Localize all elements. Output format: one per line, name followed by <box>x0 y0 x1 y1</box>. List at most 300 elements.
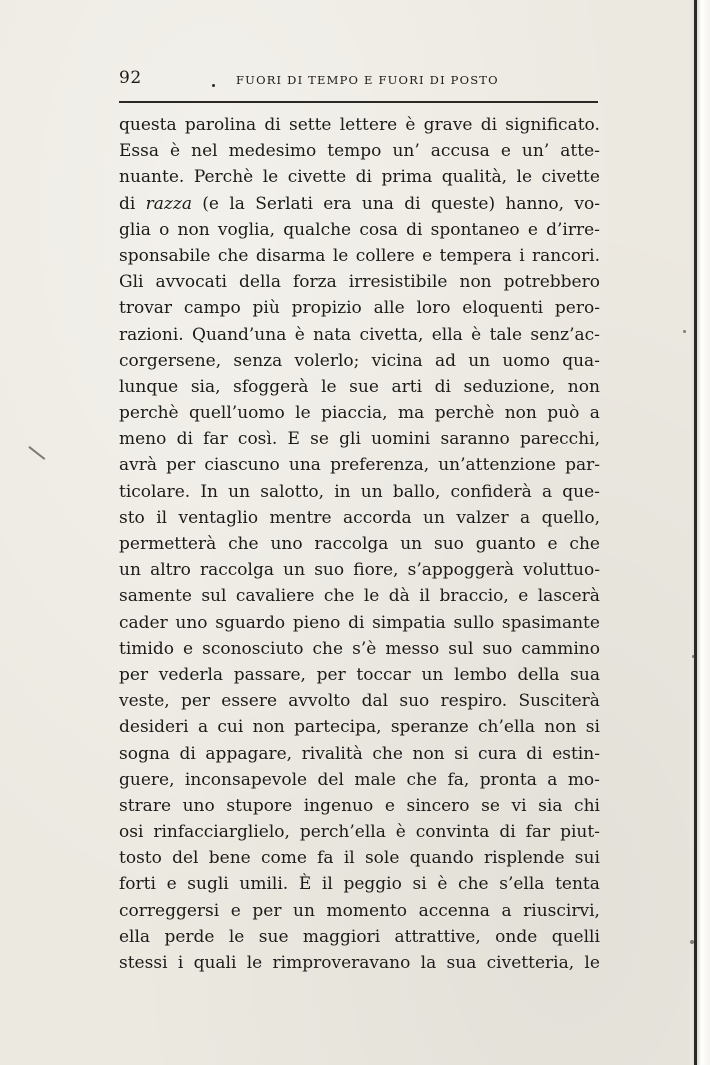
paper-speck <box>690 940 694 944</box>
word: collere <box>355 245 415 266</box>
text-line <box>119 898 600 924</box>
word: vederla <box>158 664 224 685</box>
word: meno <box>119 429 167 450</box>
word: civetta, <box>359 324 424 345</box>
word: senz’ac- <box>530 324 600 345</box>
text-line <box>119 295 600 321</box>
word: le <box>584 953 600 973</box>
word: suo <box>482 638 513 659</box>
page-number: 92 <box>119 68 142 88</box>
word: queste) <box>430 193 496 214</box>
word: non <box>252 717 285 738</box>
word: il <box>419 586 431 607</box>
word: vo- <box>574 193 600 214</box>
word: fa <box>317 848 334 869</box>
word: spasimante <box>501 612 600 633</box>
word: piut- <box>560 822 600 843</box>
binding-shadow-line <box>694 0 697 1065</box>
text-line <box>119 662 600 688</box>
word: strare <box>119 795 172 816</box>
word: e <box>527 219 538 240</box>
word: accorda <box>343 507 412 528</box>
word: medesimo <box>228 141 317 162</box>
word: saranno <box>440 429 510 450</box>
word: pero- <box>554 298 600 319</box>
text-line <box>119 767 600 793</box>
word: è <box>471 324 482 345</box>
word: questa <box>119 115 177 135</box>
word: confiderà <box>450 481 532 502</box>
text-line <box>119 531 600 557</box>
word: un’attenzione <box>438 455 556 476</box>
word: a <box>197 717 209 738</box>
word: estin- <box>552 743 600 764</box>
word: significato. <box>505 115 600 135</box>
word: non <box>504 403 537 424</box>
word: ingenuo <box>303 795 374 816</box>
word: quali <box>193 953 237 973</box>
word: di <box>526 743 543 764</box>
word: avrà <box>119 455 158 476</box>
word: que- <box>562 481 600 502</box>
text-line <box>119 950 600 976</box>
word: che <box>217 245 249 266</box>
word: sette <box>288 115 332 135</box>
word: sul <box>201 586 227 607</box>
word: essere <box>221 691 278 712</box>
word: in <box>334 481 351 502</box>
word: preferenza, <box>330 455 430 476</box>
word: uno <box>175 612 208 633</box>
word: razioni. <box>119 324 184 345</box>
word: a <box>520 507 531 528</box>
word: raccolga <box>314 534 389 554</box>
word: rinfacciarglielo, <box>153 822 290 843</box>
running-head-dot <box>212 84 215 87</box>
word: uno <box>182 795 215 816</box>
word: di <box>434 376 451 397</box>
word: s’ella <box>499 874 545 895</box>
word: si <box>454 743 469 764</box>
word: così. <box>237 429 278 450</box>
word: le <box>246 953 263 973</box>
word: ticolare. <box>119 481 191 502</box>
word: qua- <box>562 350 600 371</box>
word: mentre <box>269 507 332 528</box>
word: sponsabile <box>119 245 211 266</box>
text-line <box>119 924 600 950</box>
word: è <box>437 874 448 895</box>
word: nel <box>191 141 218 162</box>
word: e <box>547 534 558 554</box>
word: perchè <box>119 403 179 424</box>
word: Essa <box>119 141 159 162</box>
text-line <box>119 557 600 583</box>
word: perch’ella <box>299 822 386 843</box>
word: di <box>264 115 281 135</box>
word: guanto <box>475 534 536 554</box>
word: a <box>501 900 512 921</box>
word: la <box>229 193 245 214</box>
word: per <box>252 900 282 921</box>
word: che <box>406 769 438 790</box>
word: non <box>412 743 445 764</box>
word: stessi <box>119 953 168 973</box>
word: che <box>323 586 355 607</box>
word: tempera <box>439 245 512 266</box>
word: avvocati <box>155 272 227 293</box>
word: sfoggerà <box>233 376 309 397</box>
word: valzer <box>456 507 509 528</box>
word: suo <box>433 534 464 554</box>
word: di <box>348 612 365 633</box>
text-line <box>119 871 600 897</box>
text-line <box>119 583 600 609</box>
word: piaccia, <box>321 403 388 424</box>
word: tempo <box>327 141 382 162</box>
word: i <box>519 245 525 266</box>
word: voglia, <box>217 219 275 240</box>
word: raccolga <box>199 560 274 581</box>
word: un <box>421 664 444 685</box>
word: le <box>363 586 380 607</box>
word: tenta <box>555 874 600 895</box>
word: un’ <box>392 141 420 162</box>
word: sue <box>349 376 379 397</box>
word: di <box>176 429 193 450</box>
word: ella <box>119 926 151 947</box>
word: braccio, <box>439 586 509 607</box>
word: e <box>422 245 433 266</box>
word: perchè <box>434 403 495 424</box>
text-line <box>119 191 600 217</box>
word: a <box>541 481 553 502</box>
word: tosto <box>119 848 162 869</box>
word: ciascuno <box>204 455 280 476</box>
word: parolina <box>184 115 257 135</box>
word: sui <box>574 848 600 869</box>
word: alle <box>373 298 405 319</box>
word: se <box>481 795 500 816</box>
word: le <box>321 376 337 397</box>
word: samente <box>119 586 192 607</box>
word: razza <box>145 193 192 214</box>
word: attrattive, <box>394 926 481 947</box>
word: che <box>372 743 403 764</box>
word: è <box>294 324 305 345</box>
word: propizio <box>291 298 362 319</box>
word: speranze <box>390 717 469 738</box>
word: sto <box>119 507 145 528</box>
word: come <box>260 848 307 869</box>
word: umili. <box>239 874 289 895</box>
text-line <box>119 374 600 400</box>
word: che <box>312 638 344 659</box>
paper-speck <box>692 655 695 658</box>
word: lascerà <box>537 586 600 607</box>
word: del <box>172 848 199 869</box>
word: quando <box>409 848 474 869</box>
header-rule <box>119 101 598 103</box>
word: spontaneo <box>430 219 520 240</box>
running-head-title: FUORI DI TEMPO E FUORI DI POSTO <box>236 73 499 87</box>
word: salotto, <box>260 481 325 502</box>
word: il <box>321 874 333 895</box>
word: ballo, <box>392 481 441 502</box>
word: maggiori <box>302 926 381 947</box>
word: pieno <box>292 612 341 633</box>
word: loro <box>416 298 451 319</box>
word: male <box>354 769 397 790</box>
word: non <box>567 376 600 397</box>
word: s’appoggerà <box>407 560 514 581</box>
word: rivalità <box>301 743 363 764</box>
word: partecipa, <box>294 717 382 738</box>
text-line <box>119 636 600 662</box>
word: cosa <box>359 219 398 240</box>
word: fa, <box>447 769 470 790</box>
word: del <box>317 769 344 790</box>
word: veste, <box>119 691 170 712</box>
word: il <box>156 507 168 528</box>
word: convinta <box>415 822 490 843</box>
word: osi <box>119 822 144 843</box>
word: sole <box>364 848 400 869</box>
word: onde <box>495 926 538 947</box>
word: ventaglio <box>178 507 259 528</box>
word: un <box>468 350 491 371</box>
word: permetterà <box>119 534 217 554</box>
word: a <box>589 403 600 424</box>
word: E <box>287 429 300 450</box>
body-text <box>119 112 600 976</box>
word: hanno, <box>505 193 565 214</box>
word: cader <box>119 612 168 633</box>
word: non <box>177 219 210 240</box>
word: di <box>355 167 372 188</box>
word: Gli <box>119 272 144 293</box>
word: cui <box>217 717 244 738</box>
word: dal <box>361 691 389 712</box>
word: disarma <box>255 245 326 266</box>
text-line <box>119 269 600 295</box>
word: potrebbero <box>503 272 600 293</box>
word: sia, <box>190 376 221 397</box>
word: più <box>252 298 280 319</box>
word: peggio <box>343 874 402 895</box>
word: grave <box>423 115 473 135</box>
word: un <box>228 481 251 502</box>
word: suo <box>399 691 430 712</box>
word: par- <box>565 455 600 476</box>
word: chi <box>574 795 600 816</box>
word: uno <box>270 534 303 554</box>
word: arti <box>391 376 423 397</box>
word: sincero <box>406 795 470 816</box>
text-line <box>119 400 600 426</box>
word: ma <box>398 403 425 424</box>
text-line <box>119 819 600 845</box>
word: vicina <box>371 350 423 371</box>
word: tale <box>489 324 523 345</box>
word: seduzione, <box>463 376 556 397</box>
word: che <box>228 534 259 554</box>
word: cammino <box>521 638 600 659</box>
word: fiore, <box>353 560 399 581</box>
text-line <box>119 138 600 164</box>
word: o <box>159 219 170 240</box>
word: nuante. <box>119 167 185 188</box>
word: un <box>283 560 306 581</box>
word: senza <box>233 350 283 371</box>
word: corgersene, <box>119 350 222 371</box>
text-line <box>119 793 600 819</box>
word: di <box>480 115 498 135</box>
word: la <box>420 953 437 973</box>
word: che <box>569 534 600 554</box>
word: perde <box>164 926 215 947</box>
word: eloquenti <box>462 298 544 319</box>
word: sue <box>258 926 289 947</box>
word: sia <box>538 795 563 816</box>
word: far <box>203 429 228 450</box>
word: lunque <box>119 376 179 397</box>
word: cura <box>477 743 517 764</box>
word: non <box>459 272 492 293</box>
word: nata <box>313 324 352 345</box>
word: un <box>360 481 383 502</box>
text-line <box>119 243 600 269</box>
word: era <box>323 193 352 214</box>
word: accusa <box>430 141 490 162</box>
word: uomini <box>371 429 431 450</box>
word: atte- <box>560 141 600 162</box>
word: sconosciuto <box>202 638 304 659</box>
word: per <box>316 664 346 685</box>
word: uomo <box>502 350 550 371</box>
text-line <box>119 741 600 767</box>
word: ella <box>431 324 463 345</box>
word: è <box>395 822 406 843</box>
word: sul <box>448 638 474 659</box>
word: civette <box>287 167 347 188</box>
text-line <box>119 322 600 348</box>
word: vi <box>511 795 527 816</box>
word: far <box>525 822 551 843</box>
word: timido <box>119 638 174 659</box>
paper-speck <box>683 330 686 333</box>
word: Susciterà <box>518 691 600 712</box>
text-line <box>119 164 600 190</box>
word: correggersi <box>119 900 220 921</box>
word: un <box>423 507 445 528</box>
word: trovar <box>119 298 173 319</box>
word: può <box>547 403 580 424</box>
word: s’è <box>352 638 377 659</box>
word: toccar <box>356 664 411 685</box>
word: se <box>310 429 329 450</box>
word: altro <box>150 560 191 581</box>
word: Quand’una <box>192 324 287 345</box>
word: un <box>400 534 423 554</box>
word: quello, <box>541 507 600 528</box>
word: messo <box>385 638 440 659</box>
word: per <box>119 664 149 685</box>
text-line <box>119 426 600 452</box>
word: sguardo <box>215 612 286 633</box>
word: guere, <box>119 769 175 790</box>
word: che <box>458 874 489 895</box>
text-line <box>119 452 600 478</box>
word: della <box>517 664 560 685</box>
word: simpatia <box>372 612 446 633</box>
word: una <box>288 455 321 476</box>
word: le <box>516 167 533 188</box>
word: di <box>406 219 423 240</box>
word: della <box>239 272 281 293</box>
word: desideri <box>119 717 189 738</box>
word: In <box>200 481 219 502</box>
word: Serlati <box>255 193 313 214</box>
word: sua <box>570 664 600 685</box>
word: di <box>499 822 516 843</box>
text-line <box>119 112 600 138</box>
word: e <box>500 141 511 162</box>
word: è <box>170 141 181 162</box>
word: campo <box>183 298 241 319</box>
word: volerlo; <box>294 350 360 371</box>
word: inconsapevole <box>184 769 308 790</box>
word: rancori. <box>532 245 600 266</box>
word: (e <box>202 193 219 214</box>
word: parecchi, <box>519 429 600 450</box>
word: appagare, <box>205 743 293 764</box>
word: per <box>166 455 196 476</box>
text-line <box>119 845 600 871</box>
text-line <box>119 610 600 636</box>
word: pronta <box>479 769 537 790</box>
word: glia <box>119 219 151 240</box>
word: suo <box>314 560 345 581</box>
word: riuscirvi, <box>523 900 600 921</box>
word: È <box>298 874 312 895</box>
word: il <box>343 848 355 869</box>
word: dà <box>388 586 410 607</box>
word: forza <box>292 272 337 293</box>
word: si <box>585 717 600 738</box>
word: lettere <box>339 115 398 135</box>
word: le <box>262 167 279 188</box>
word: sugli <box>187 874 229 895</box>
word: di <box>404 193 421 214</box>
word: e <box>384 795 395 816</box>
word: si <box>412 874 427 895</box>
word: momento <box>326 900 408 921</box>
word: e <box>230 900 241 921</box>
word: sua <box>446 953 477 973</box>
word: sogna <box>119 743 170 764</box>
word: sullo <box>453 612 495 633</box>
word: respiro. <box>440 691 508 712</box>
word: qualità, <box>441 167 507 188</box>
word: quelli <box>551 926 600 947</box>
word: qualche <box>283 219 352 240</box>
word: le <box>332 245 349 266</box>
word: rimproveravano <box>272 953 411 973</box>
word: e <box>166 874 177 895</box>
text-line <box>119 479 600 505</box>
word: ad <box>434 350 456 371</box>
